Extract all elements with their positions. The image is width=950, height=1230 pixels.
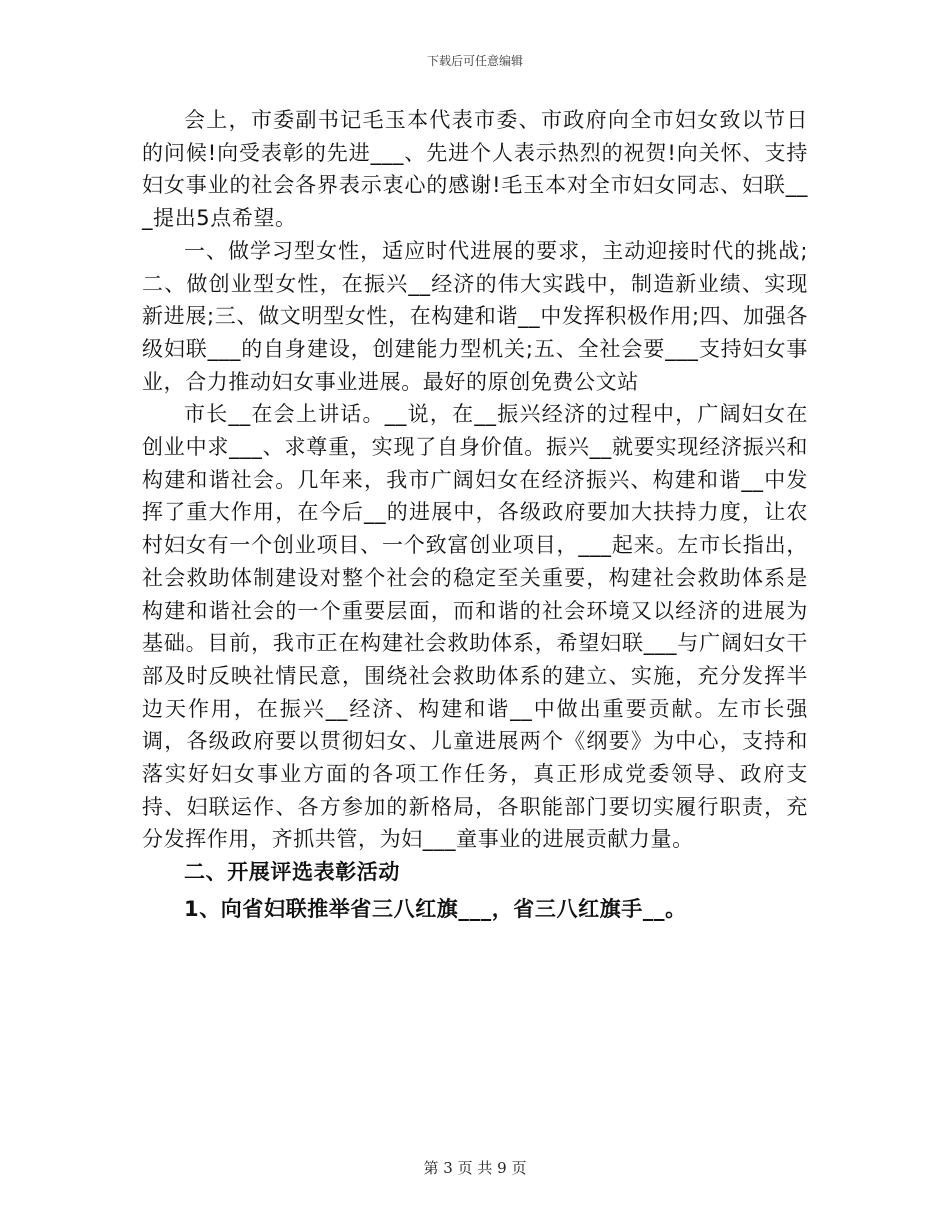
body-paragraph-1: 会上，市委副书记毛玉本代表市委、市政府向全市妇女致以节日的问候!向受表彰的先进___、先进个人表示热烈的祝贺!向关怀、支持妇女事业的社会各界表示衷心的感谢!毛玉本对全市妇女同志、妇联___提出5点希望。 <box>142 108 808 231</box>
body-paragraph-3: 市长__在会上讲话。__说，在__振兴经济的过程中，广阔妇女在创业中求___、求尊重，实现了自身价值。振兴__就要实现经济振兴和构建和谐社会。几年来，我市广阔妇女在经济振兴、构建和谐__中发挥了重大作用，在今后__的进展中，各级政府要加大扶持力度，让农村妇女有一个创业项目、一个致富创业项目，___起来。左市长指出，社会救助体制建设对整个社会的稳定至关重要，构建社会救助体系是构建和谐社会的一个重要层面，而和谐的社会环境又以经济的进展为基础。目前，我市正在构建社会救助体系，希望妇联___与广阔妇女干部及时反映社情民意，围绕社会救助体系的建立、实施，充分发挥半边天作用，在振兴__经济、构建和谐__中做出重要贡献。左市长强调，各级政府要以贯彻妇女、儿童进展两个《纲要》为中心，支持和落实好妇女事业方面的各项工作任务，真正形成党委领导、政府支持、妇联运作、各方参加的新格局，各职能部门要切实履行职责，充分发挥作用，齐抓共管，为妇___童事业的进展贡献力量。 <box>142 402 808 852</box>
document-body <box>142 104 808 926</box>
item-heading: 1、向省妇联推举省三八红旗___，省三八红旗手__。 <box>184 896 687 921</box>
body-paragraph-2: 一、做学习型女性，适应时代进展的要求，主动迎接时代的挑战;二、做创业型女性，在振兴__经济的伟大实践中，制造新业绩、实现新进展;三、做文明型女性，在构建和谐__中发挥积极作用;四、加强各级妇联___的自身建设，创建能力型机关;五、全社会要___支持妇女事业，合力推动妇女事业进展。最好的原创免费公文站 <box>142 238 808 394</box>
page-header-note: 下载后可任意编辑 <box>426 54 523 68</box>
section-heading: 二、开展评选表彰活动 <box>184 860 400 885</box>
page-number: 第 3 页 共 9 页 <box>423 1159 527 1177</box>
